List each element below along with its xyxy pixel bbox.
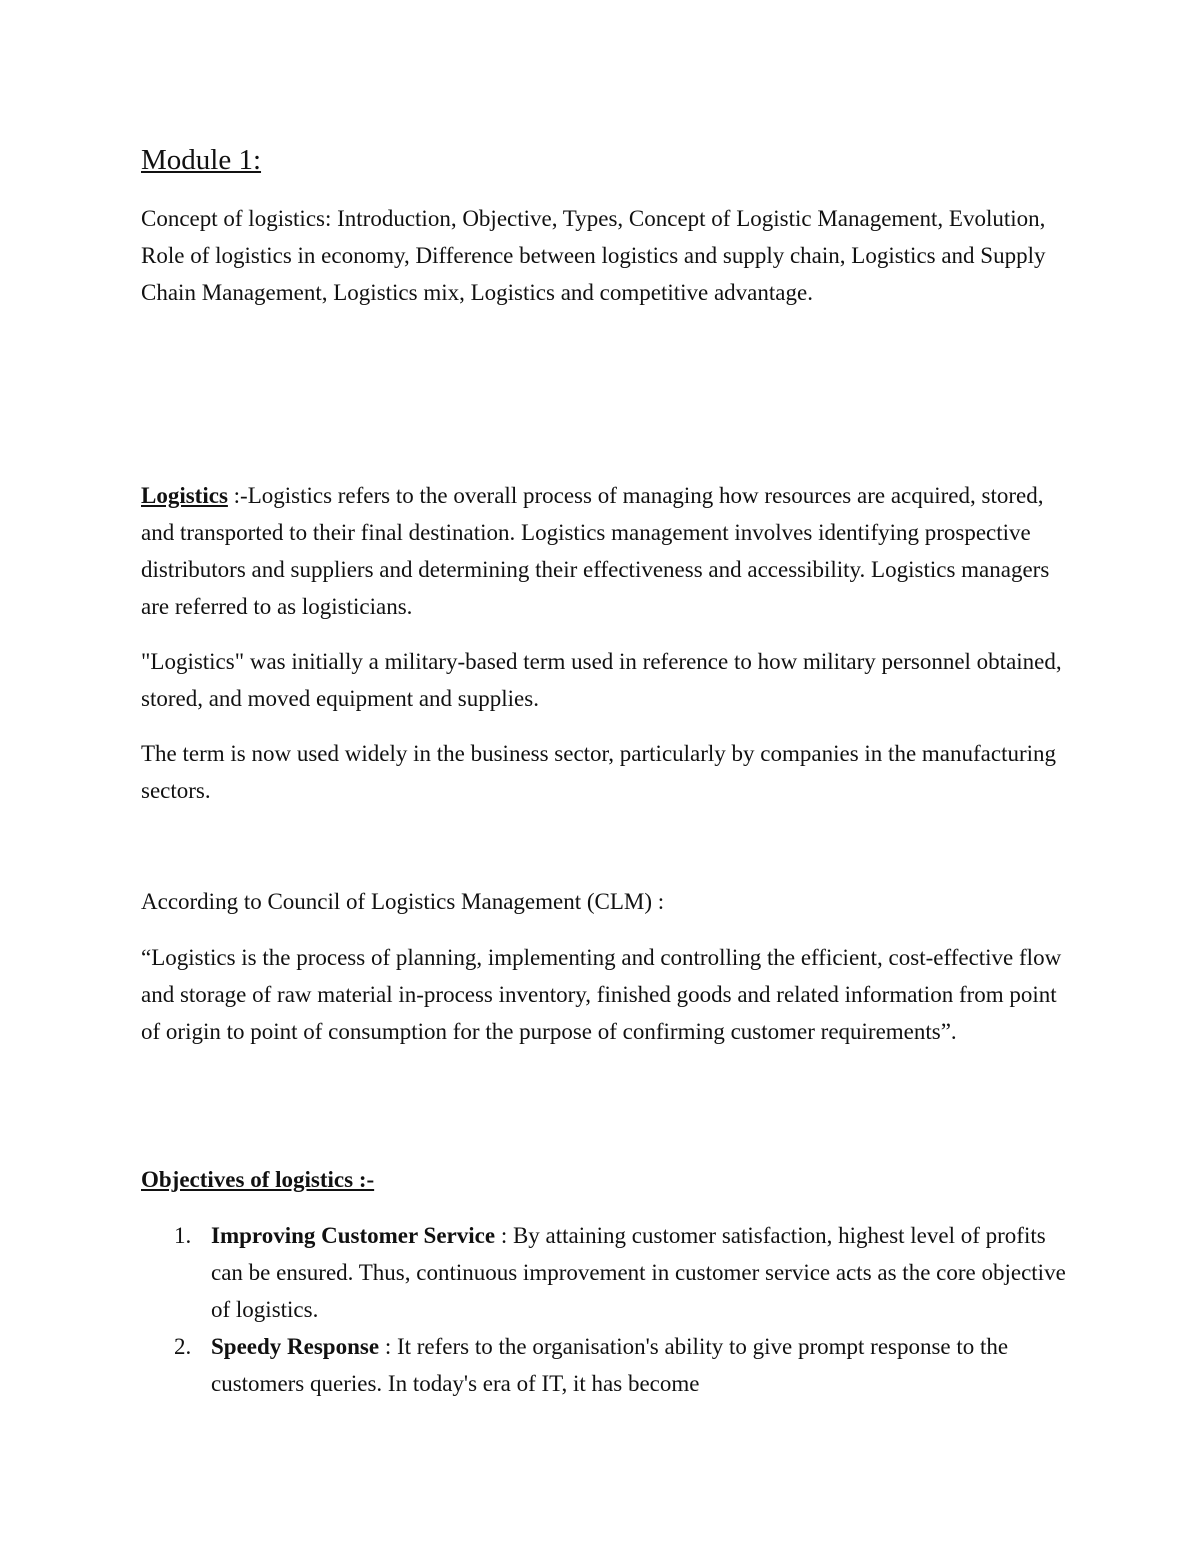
objective-title: Improving Customer Service <box>211 1223 496 1248</box>
military-paragraph: "Logistics" was initially a military-based term used in reference to how military personnel obtained, stored, and moved equipment and supplies. <box>141 649 1062 711</box>
clm-intro: According to Council of Logistics Management (CLM) : <box>141 889 665 914</box>
list-number: 1. <box>174 1223 192 1248</box>
list-item <box>141 1328 1071 1402</box>
logistics-definition-text: :-Logistics refers to the overall process of managing how resources are acquired, stored, and transported to their final destination. Logistics management involves identifying prospective distributors and suppliers and determining their effectiveness and accessibility. Logistics managers are referred to as logisticians. <box>141 483 1050 619</box>
list-number: 2. <box>174 1334 192 1359</box>
objective-text: : It refers to the organisation's ability to give prompt response to the customers queries. In today's era of IT, it has become <box>211 1334 1009 1396</box>
syllabus-paragraph: Concept of logistics: Introduction, Objective, Types, Concept of Logistic Management, Evolution, Role of logistics in economy, Difference between logistics and supply chain, Logistics and Supply Chain Management, Logistics mix, Logistics and competitive advantage. <box>141 206 1046 305</box>
objectives-heading: Objectives of logistics :- <box>141 1167 375 1192</box>
logistics-definition-paragraph <box>141 477 1071 625</box>
list-item <box>141 1217 1071 1328</box>
objective-title: Speedy Response <box>211 1334 380 1359</box>
clm-quote: “Logistics is the process of planning, implementing and controlling the efficient, cost-effective flow and storage of raw material in-process inventory, finished goods and related information from point of origin to point of consumption for the purpose of confirming customer requirements”. <box>141 945 1062 1044</box>
module-title: Module 1: <box>141 144 262 176</box>
logistics-term: Logistics <box>141 483 228 508</box>
business-paragraph: The term is now used widely in the business sector, particularly by companies in the manufacturing sectors. <box>141 741 1057 803</box>
objectives-list <box>141 1217 1071 1402</box>
objective-text: : By attaining customer satisfaction, highest level of profits can be ensured. Thus, continuous improvement in customer service acts as the core objective of logistics. <box>211 1223 1066 1322</box>
